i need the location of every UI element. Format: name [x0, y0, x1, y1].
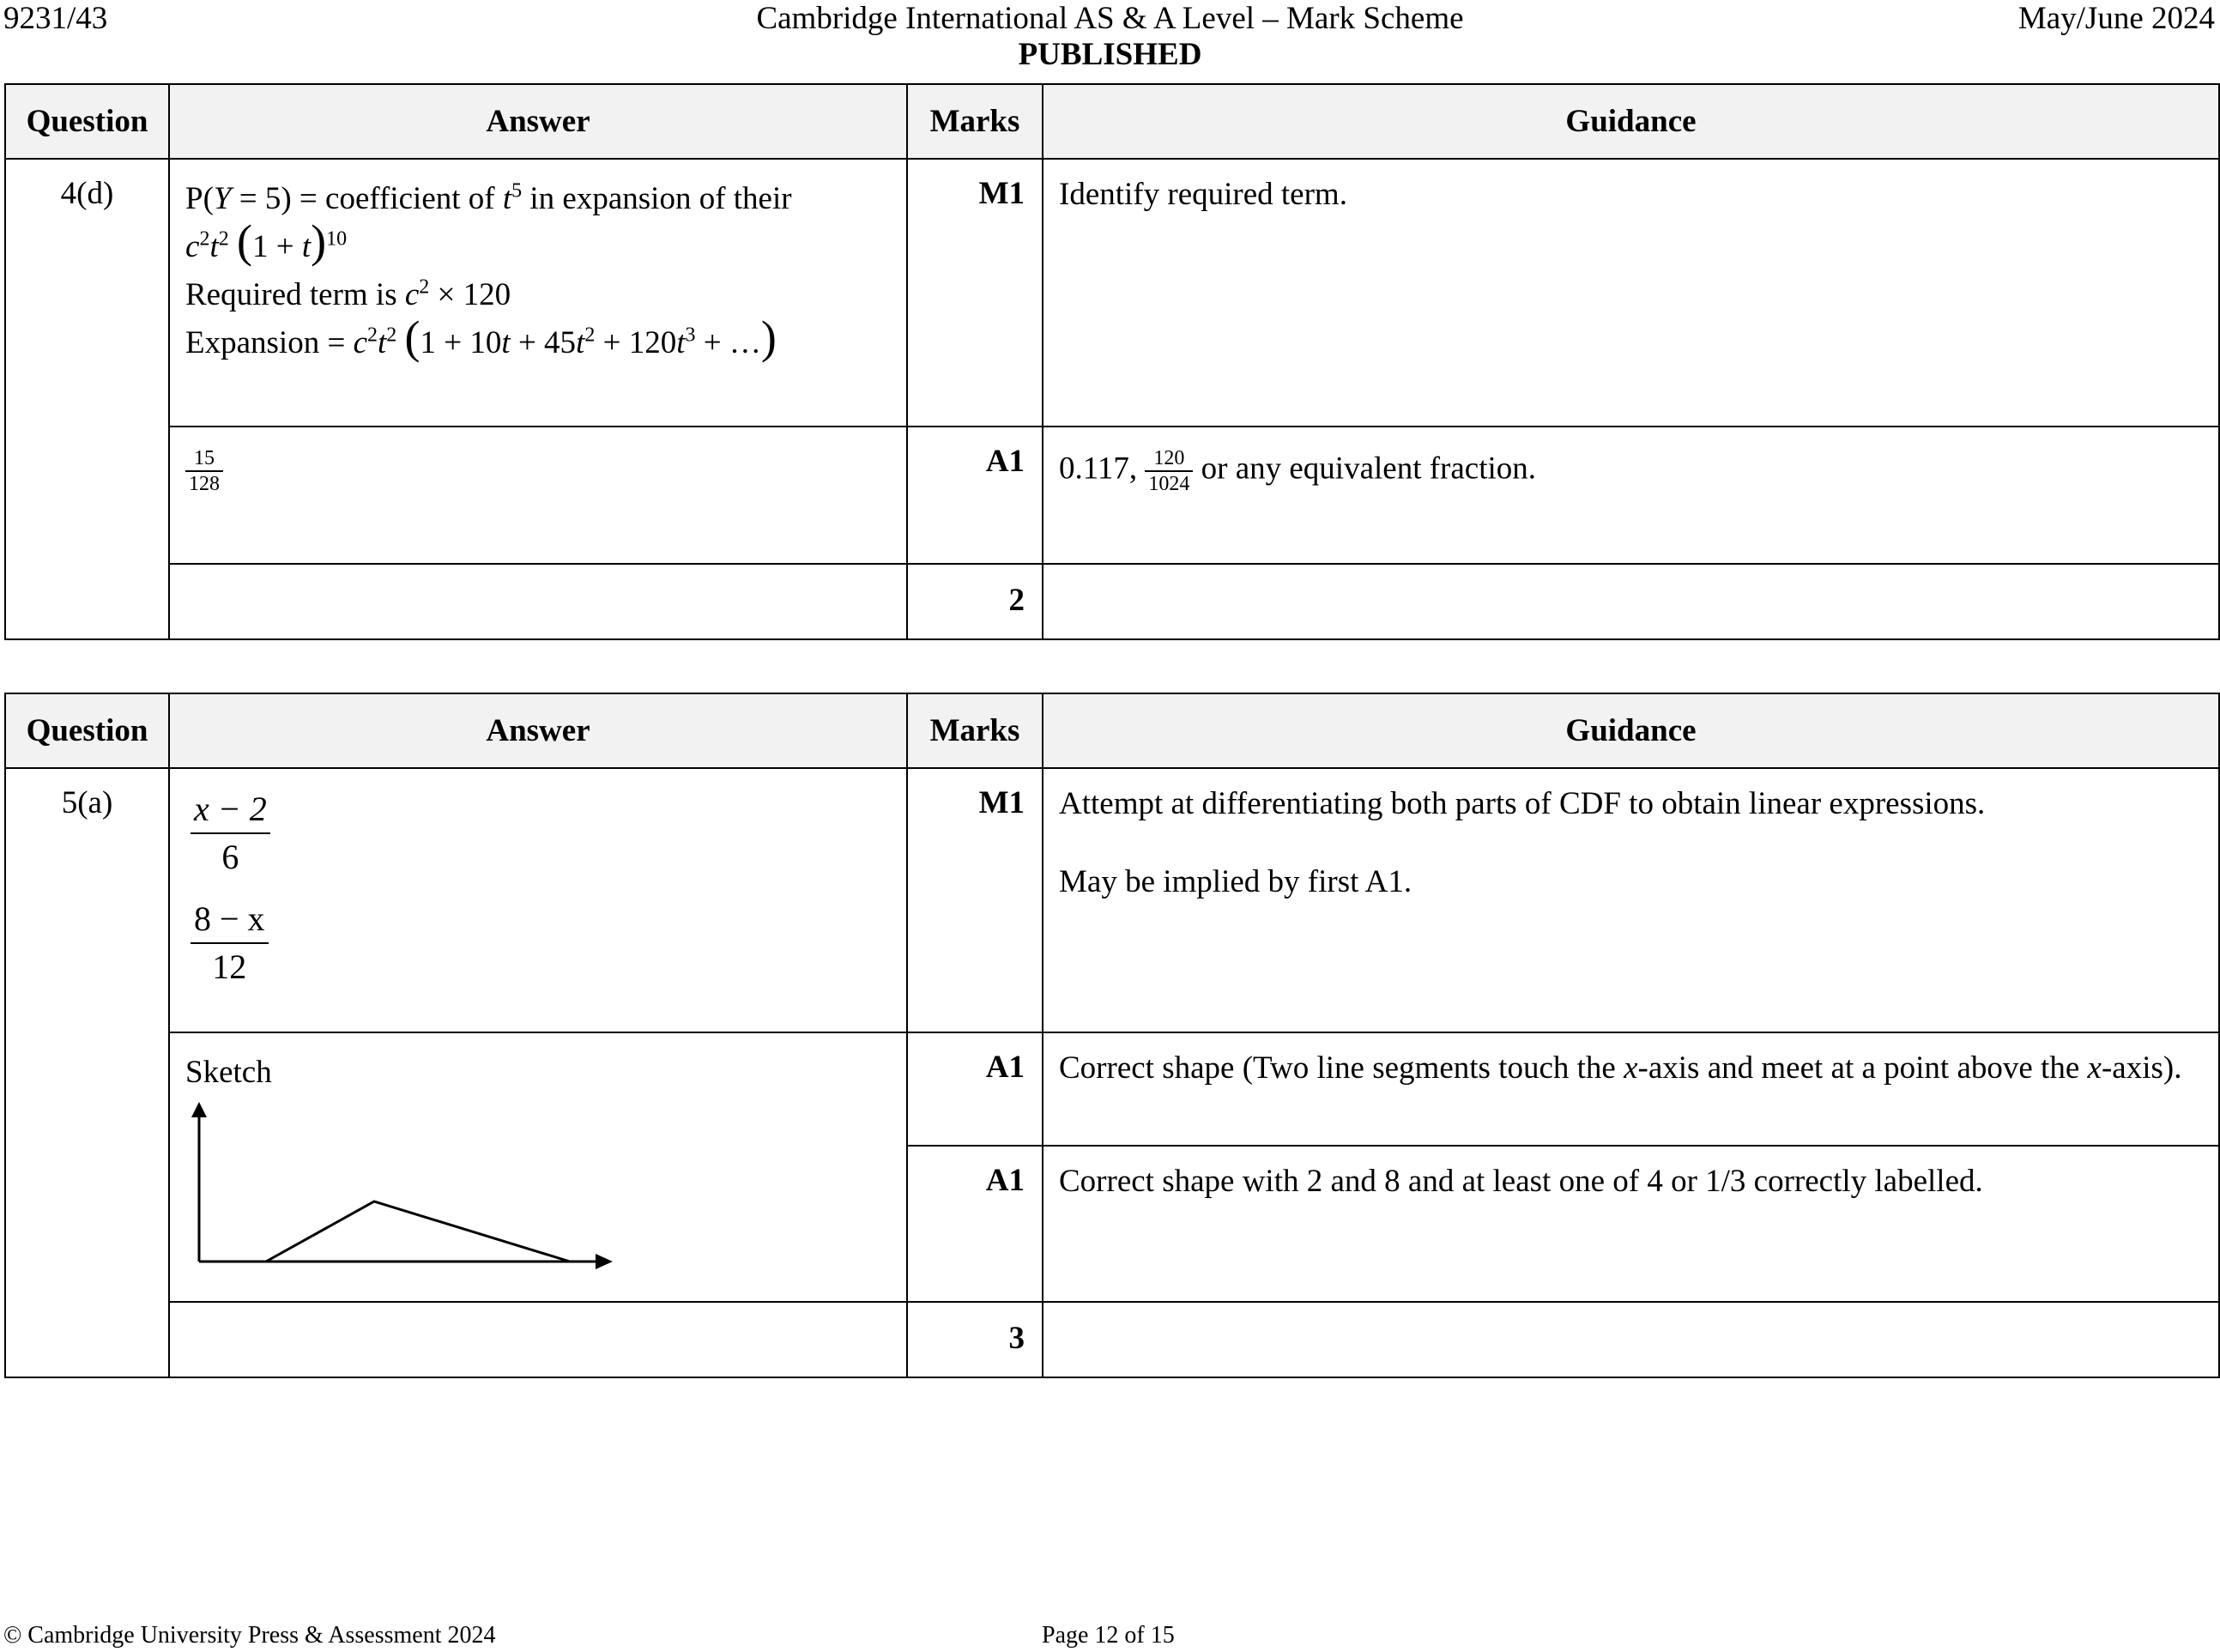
col-header-answer: Answer	[169, 84, 907, 159]
col-header-question: Question	[5, 693, 169, 768]
answer-cell	[169, 564, 907, 639]
col-header-marks: Marks	[907, 84, 1043, 159]
question-label: 4(d)	[5, 159, 169, 639]
question-label: 5(a)	[5, 768, 169, 1377]
answer-cell	[169, 427, 907, 564]
mark-code: M1	[907, 159, 1043, 427]
guidance-cell: Correct shape with 2 and 8 and at least one of 4 or 1/3 correctly labelled.	[1043, 1146, 2219, 1302]
answer-cell	[169, 768, 907, 1032]
total-marks: 2	[907, 564, 1043, 639]
answer-cell	[169, 159, 907, 427]
col-header-guidance: Guidance	[1043, 84, 2219, 159]
col-header-marks: Marks	[907, 693, 1043, 768]
guidance-cell: 0.117, $\frac{120}{1024}$ or any equivalent fraction.	[1043, 427, 2219, 564]
pdf-triangle	[266, 1201, 570, 1262]
guidance-fraction: $\frac{120}{1024}$	[1145, 446, 1193, 496]
answer-cell	[169, 1302, 907, 1377]
guidance-cell	[1043, 564, 2219, 639]
y-axis-arrow	[191, 1102, 207, 1262]
mark-code: A1	[907, 427, 1043, 564]
answer-line: P(Y = 5) = coefficient of $t^5$ in expansion of their	[185, 179, 792, 216]
guidance-cell: Attempt at differentiating both parts of CDF to obtain linear expressions. May be implied by first A1.	[1043, 768, 2219, 1032]
col-header-question: Question	[5, 84, 169, 159]
exam-session: May/June 2024	[2017, 1, 2215, 36]
page-number: Page 12 of 15	[1042, 1622, 1175, 1649]
answer-fraction: $\frac{15}{128}$	[185, 446, 223, 496]
pdf-sketch	[185, 1100, 632, 1272]
sketch-label: Sketch	[185, 1055, 272, 1090]
mark-code: A1	[907, 1032, 1043, 1146]
answer-line: Expansion = $c^2t^2$ ($1 + 10t + 45t^2 + 120t^3$ + …)	[185, 312, 777, 363]
answer-line: $c^2t^2$ $(1 + t)^{10}$	[185, 215, 348, 267]
mark-code: M1	[907, 768, 1043, 1032]
pdf-fraction-2: $\frac{8 - x}{12}$	[191, 896, 269, 990]
guidance-cell: Correct shape (Two line segments touch the x-axis and meet at a point above the x-axis).	[1043, 1032, 2219, 1146]
paper-code: 9231/43	[3, 1, 108, 36]
copyright-notice: © Cambridge University Press & Assessment 2024	[3, 1622, 496, 1649]
answer-cell	[169, 1032, 907, 1302]
col-header-answer: Answer	[169, 693, 907, 768]
mark-scheme-table-q4d	[4, 83, 2220, 640]
total-marks: 3	[907, 1302, 1043, 1377]
pdf-fraction-1: $\frac{x - 2}{6}$	[191, 786, 270, 880]
answer-line: Required term is $c^2 \times 120$	[185, 275, 511, 312]
guidance-cell: Identify required term.	[1043, 159, 2219, 427]
published-label: PUBLISHED	[1018, 37, 1202, 72]
col-header-guidance: Guidance	[1043, 693, 2219, 768]
mark-code: A1	[907, 1146, 1043, 1302]
guidance-cell	[1043, 1302, 2219, 1377]
mark-scheme-table-q5a	[4, 693, 2220, 1378]
document-title: Cambridge International AS & A Level – Mark Scheme	[756, 1, 1464, 36]
